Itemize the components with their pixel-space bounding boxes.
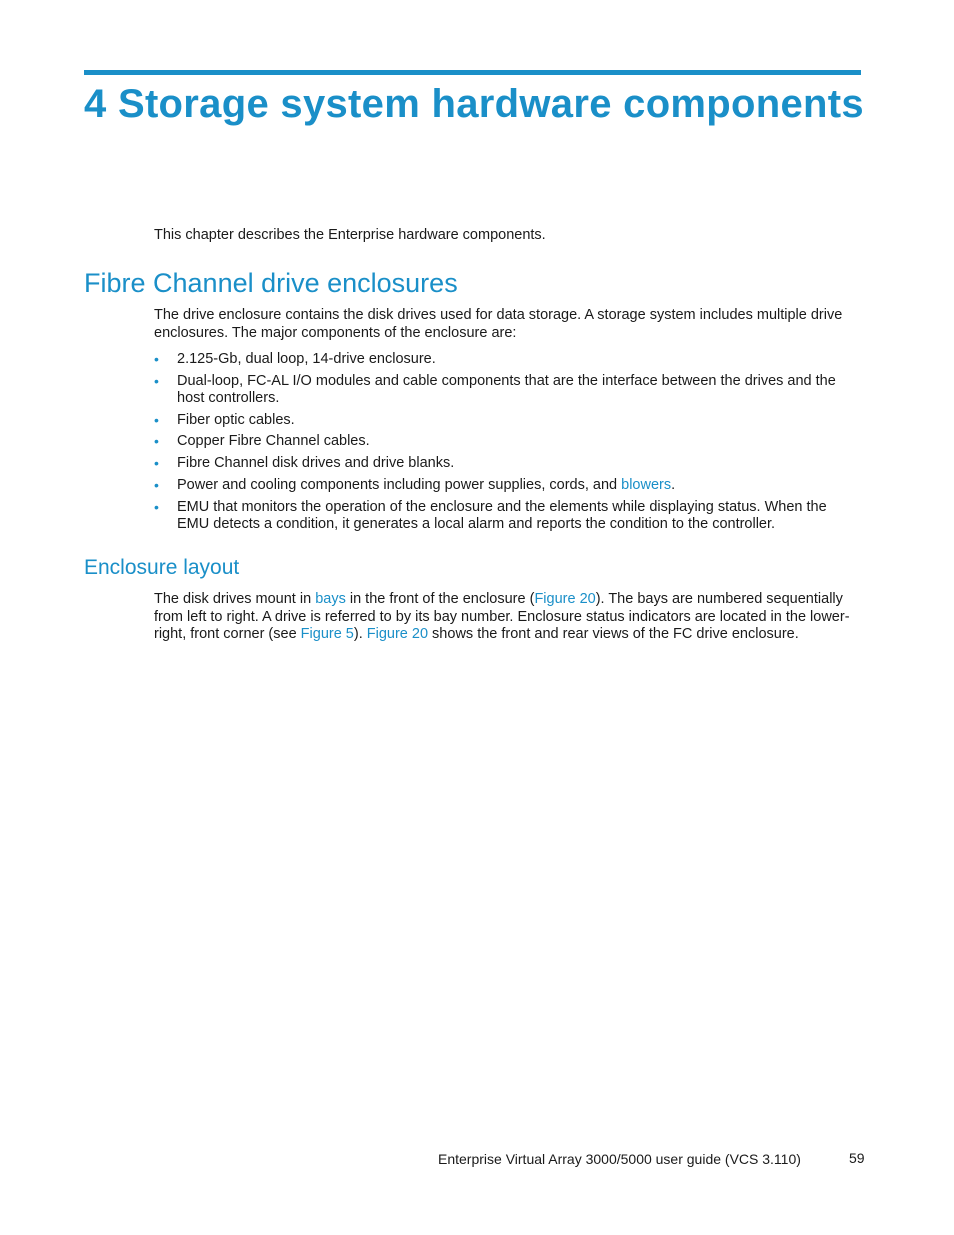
list-item (154, 412, 844, 429)
chapter-top-rule (84, 70, 861, 75)
list-item (154, 477, 844, 494)
subsection-heading-enclosure-layout: Enclosure layout (84, 556, 240, 579)
text-segment: in the front of the enclosure ( (345, 591, 535, 607)
list-item-text: Power and cooling components including power supplies, cords, and (177, 476, 622, 493)
figure-5-link[interactable]: Figure 5 (300, 626, 354, 642)
bullet-icon: • (154, 433, 159, 450)
components-list (154, 351, 844, 538)
subsection-paragraph (154, 591, 864, 644)
list-item-text: Fibre Channel disk drives and drive blanks. (177, 455, 455, 472)
list-item (154, 499, 844, 533)
list-item-text: Fiber optic cables. (177, 411, 295, 428)
bullet-icon: • (154, 476, 159, 493)
list-item-text: 2.125-Gb, dual loop, 14-drive enclosure. (177, 351, 436, 367)
bays-link[interactable]: bays (315, 591, 346, 607)
chapter-intro: This chapter describes the Enterprise hardware components. (154, 227, 546, 243)
list-item-text: EMU that monitors the operation of the enclosure and the elements while displaying status. When the EMU detects a condition, it generates a local alarm and reports the condition to the controller. (177, 498, 827, 532)
bullet-icon: • (154, 455, 159, 472)
page-number: 59 (849, 1150, 865, 1166)
bullet-icon: • (154, 498, 159, 515)
bullet-icon: • (154, 411, 159, 428)
list-item (154, 351, 844, 368)
list-item (154, 373, 844, 407)
text-segment: shows the front and rear views of the FC drive enclosure. (428, 626, 799, 642)
section-heading-fibre-channel: Fibre Channel drive enclosures (84, 268, 458, 298)
figure-20-link[interactable]: Figure 20 (534, 591, 596, 607)
list-item-text: Copper Fibre Channel cables. (177, 433, 370, 450)
chapter-title: 4 Storage system hardware components (84, 82, 864, 126)
figure-20-link-second[interactable]: Figure 20 (366, 626, 429, 642)
text-segment: ). The bays are numbered sequentially from left to right. A drive is referred to by its bay number. Enclosure status indicators are located in the lower-right, front corner (see (154, 591, 850, 642)
bullet-icon: • (154, 351, 159, 367)
section-paragraph: The drive enclosure contains the disk drives used for data storage. A storage system includes multiple drive enclosures. The major components of the enclosure are: (154, 307, 843, 341)
blowers-link[interactable]: blowers (621, 476, 672, 493)
list-item (154, 455, 844, 472)
text-segment: The disk drives mount in (154, 591, 316, 607)
bullet-icon: • (154, 372, 159, 389)
list-item (154, 433, 844, 450)
list-item-text: Dual-loop, FC-AL I/O modules and cable components that are the interface between the drives and the host controllers. (177, 372, 836, 406)
text-segment: ). (353, 626, 367, 642)
list-item-text-end: . (671, 476, 676, 493)
footer-document-title: Enterprise Virtual Array 3000/5000 user guide (VCS 3.110) (438, 1151, 801, 1167)
